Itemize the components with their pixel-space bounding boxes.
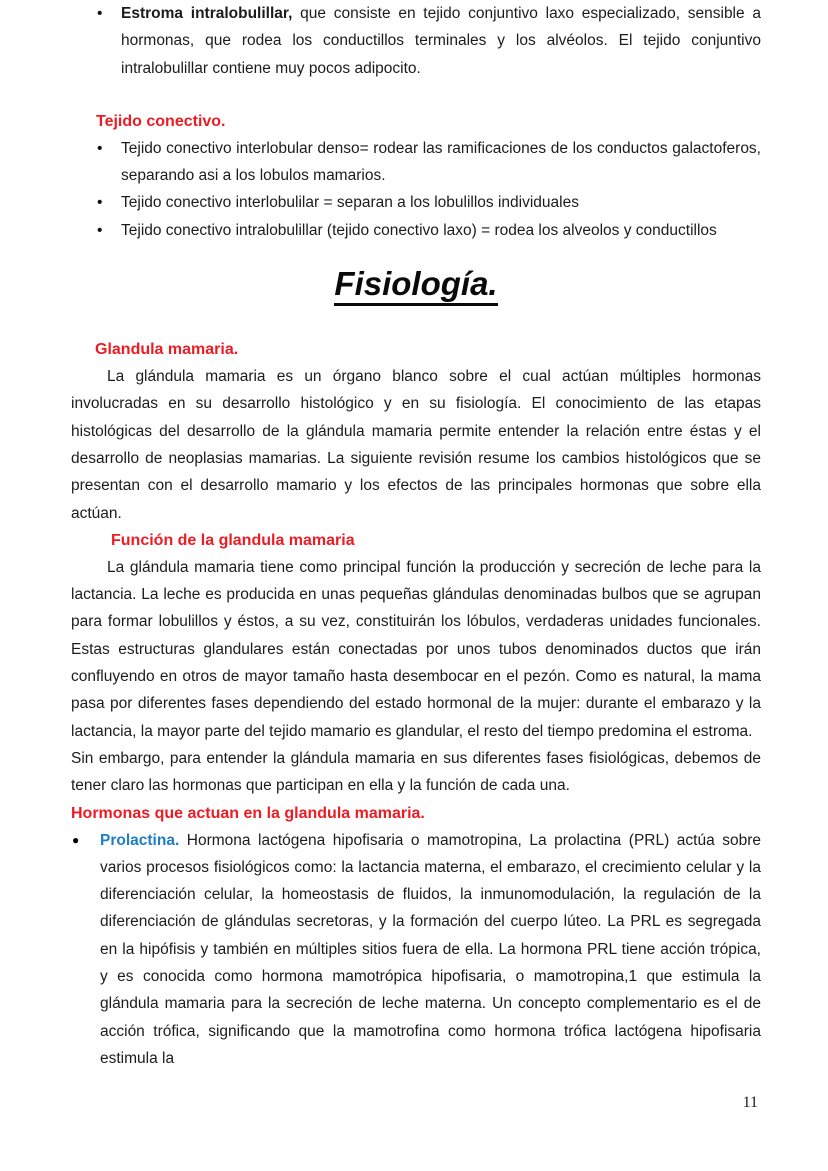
page-title-text: Fisiología.: [334, 265, 497, 306]
page-number: 11: [742, 1094, 758, 1111]
paragraph-glandula: La glándula mamaria es un órgano blanco sobre el cual actúan múltiples hormonas involucradas en su desarrollo histológico y en su fisiología. El conocimiento de las etapas histológicas del desarrollo de la glándula mamaria permite entender la relación entre éstas y el desarrollo de neoplasias mamarias. La siguiente revisión resume los cambios histológicos que se presentan con el desarrollo mamario y los efectos de las principales hormonas que sobre ella actúan.: [71, 368, 761, 522]
page-title: [71, 262, 761, 306]
section-heading-glandula-mamaria: Glandula mamaria.: [95, 341, 239, 359]
list-item: • Tejido conectivo interlobular denso= rodear las ramificaciones de los conductos galactoferos, separando asi a los lobulos mamarios.: [71, 135, 761, 190]
section-heading-funcion: Función de la glandula mamaria: [111, 531, 355, 549]
list-item-text: Hormona lactógena hipofisaria o mamotropina, La prolactina (PRL) actúa sobre varios procesos fisiológicos como: la lactancia materna, el embarazo, el crecimiento celular y la diferenciación celular, la homeostasis de fluidos, la inmunomodulación, la regulación de la diferenciación de glándulas secretoras, y la formación del cuerpo lúteo. La PRL es segregada en la hipófisis y también en múltiples sitios fuera de ella. La hormona PRL tiene acción trópica, y es conocida como hormona mamotrópica hipofisaria, o mamotropina,1 que estimula la glándula mamaria para la secreción de leche materna. Un concepto complementario es el de acción trófica, significando que la mamotrofina como hormona trófica lactógena hipofisaria estimula la: [100, 831, 761, 1067]
list-item-estroma: [71, 0, 761, 82]
list-item-bold-lead: Estroma intralobulillar,: [121, 5, 293, 22]
section-heading-hormonas: Hormonas que actuan en la glandula mamaria.: [71, 804, 425, 822]
paragraph-funcion-1: La glándula mamaria tiene como principal función la producción y secreción de leche para la lactancia. La leche es producida en unas pequeñas glándulas denominadas bulbos que se agrupan para formar lobulillos y éstos, a su vez, constituirán los lóbulos, verdaderas unidades funcionales. Estas estructuras glandulares están conectadas por unos tubos denominados ductos que irán confluyendo en otros de mayor tamaño hasta desembocar en el pezón. Como es natural, la mama pasa por diferentes fases dependiendo del estado hormonal de la mujer: durante el embarazo y la lactancia, la mayor parte del tejido mamario es glandular, el resto del tiempo predomina el estroma.: [71, 558, 761, 740]
list-item-prolactina: [71, 827, 761, 1073]
list-item-text: que consiste en tejido conjuntivo laxo especializado, sensible a hormonas, que rodea los conductillos terminales y los alvéolos. El tejido conjuntivo intralobulillar contiene muy pocos adipocito.: [121, 5, 761, 77]
document-content: [71, 0, 761, 1072]
intro-list: [71, 0, 761, 82]
paragraph-funcion-2: Sin embargo, para entender la glándula mamaria en sus diferentes fases fisiológicas, debemos de tener claro las hormonas que participan en ella y la función de cada una.: [71, 749, 761, 795]
term-prolactina: Prolactina.: [100, 831, 180, 849]
list-item: • Tejido conectivo intralobulillar (tejido conectivo laxo) = rodea los alveolos y conductillos: [71, 217, 761, 244]
list-item: • Tejido conectivo interlobulilar = separan a los lobulillos individuales: [71, 189, 761, 216]
section-heading-tejido-conectivo: Tejido conectivo.: [96, 112, 226, 130]
tejido-conectivo-list: [71, 135, 761, 244]
hormonas-list: [71, 827, 761, 1073]
